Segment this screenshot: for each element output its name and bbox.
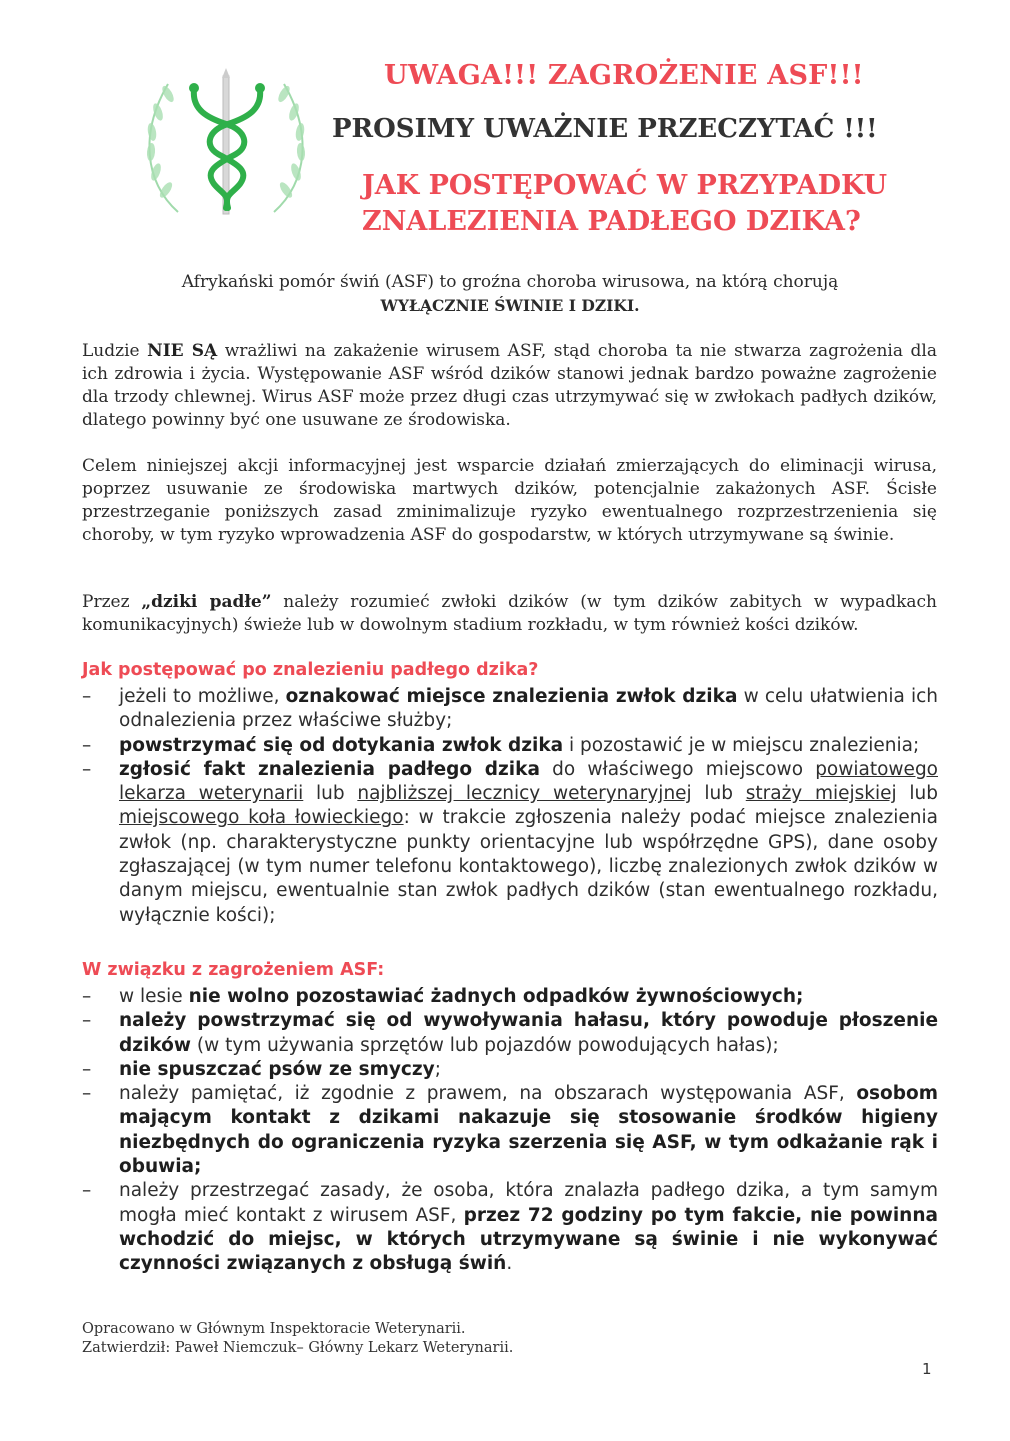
main-question-line-2: ZNALEZIENIA PADŁEGO DZIKA?	[362, 206, 861, 237]
list-item: – należy przestrzegać zasady, że osoba, która znalazła padłego dzika, a tym samym mogła mieć kontakt z wirusem ASF, przez 72 godziny po tym fakcie, nie powinna wchodzić do miejsc, w których utrzymywane są świnie i nie wykonywać czynności związanych z obsługą świń.	[82, 1180, 938, 1275]
warning-title: UWAGA!!! ZAGROŻENIE ASF!!!	[384, 60, 864, 91]
intro-line-2: WYŁĄCZNIE ŚWINIE I DZIKI.	[380, 296, 640, 315]
section-heading-procedure: Jak postępować po znalezieniu padłego dzika?	[82, 660, 539, 680]
procedure-list	[82, 685, 938, 928]
list-item: – zgłosić fakt znalezienia padłego dzika do właściwego miejscowo powiatowego lekarza weterynarii lub najbliższej lecznicy weterynaryjnej lub straży miejskiej lub miejscowego koła łowieckiego: w trakcie zgłoszenia należy podać miejsce znalezienia zwłok (np. charakterystyczne punkty orientacyjne lub współrzędne GPS), dane osoby zgłaszającej (w tym numer telefonu kontaktowego), liczbę znalezionych zwłok dzików w danym miejscu, ewentualnie stan zwłok padłych dzików (stan ewentualnego rozkładu, wyłącznie kości);	[82, 758, 939, 926]
list-item: – należy pamiętać, iż zgodnie z prawem, na obszarach występowania ASF, osobom mającym kontakt z dzikami nakazuje się stosowanie środków higieny niezbędnych do ograniczenia ryzyka szerzenia się ASF, w tym odkażanie rąk i obuwia;	[82, 1083, 938, 1178]
intro-line-1: Afrykański pomór świń (ASF) to groźna choroba wirusowa, na którą chorują	[181, 272, 839, 292]
page-number: 1	[922, 1360, 932, 1378]
list-item: – należy powstrzymać się od wywoływania hałasu, który powoduje płoszenie dzików (w tym używania sprzętów lub pojazdów powodujących hałas);	[82, 1010, 938, 1056]
list-item: – nie spuszczać psów ze smyczy;	[82, 1058, 441, 1080]
read-carefully-title: PROSIMY UWAŻNIE PRZECZYTAĆ !!!	[332, 114, 878, 144]
paragraph-humans: Ludzie NIE SĄ wrażliwi na zakażenie wirusem ASF, stąd choroba ta nie stwarza zagrożenia dla ich zdrowia i życia. Występowanie ASF wśród dzików stanowi jednak bardzo poważne zagrożenie dla trzody chlewnej. Wirus ASF może przez długi czas utrzymywać się w zwłokach padłych dzików, dlatego powinny być one usuwane ze środowiska.	[82, 341, 937, 430]
list-item: – jeżeli to możliwe, oznakować miejsce znalezienia zwłok dzika w celu ułatwienia ich odnalezienia przez właściwe służby;	[82, 686, 938, 732]
footer-prepared-by: Opracowano w Głównym Inspektoracie Weterynarii.	[82, 1321, 466, 1337]
paragraph-definition: Przez „dziki padłe” należy rozumieć zwłoki dzików (w tym dzików zabitych w wypadkach komunikacyjnych) świeże lub w dowolnym stadium rozkładu, w tym również kości dzików.	[82, 592, 937, 635]
threat-list	[82, 985, 938, 1277]
caduceus-laurel-icon	[138, 62, 314, 220]
footer-approved-by: Zatwierdził: Paweł Niemczuk– Główny Lekarz Weterynarii.	[82, 1340, 514, 1356]
main-question-title	[362, 168, 962, 240]
section-heading-asf-threat: W związku z zagrożeniem ASF:	[82, 960, 385, 980]
list-item: – w lesie nie wolno pozostawiać żadnych odpadków żywnościowych;	[82, 986, 804, 1007]
paragraph-purpose: Celem niniejszej akcji informacyjnej jest wsparcie działań zmierzających do eliminacji wirusa, poprzez usuwanie ze środowiska martwych dzików, potencjalnie zakażonych ASF. Ścisłe przestrzeganie poniższych zasad zminimalizuje ryzyko ewentualnego rozprzestrzenienia się choroby, w tym ryzyko wprowadzenia ASF do gospodarstw, w których utrzymywane są świnie.	[82, 456, 937, 545]
main-question-line-1: JAK POSTĘPOWAĆ W PRZYPADKU	[362, 170, 888, 201]
list-item: – powstrzymać się od dotykania zwłok dzika i pozostawić je w miejscu znalezienia;	[82, 734, 920, 756]
